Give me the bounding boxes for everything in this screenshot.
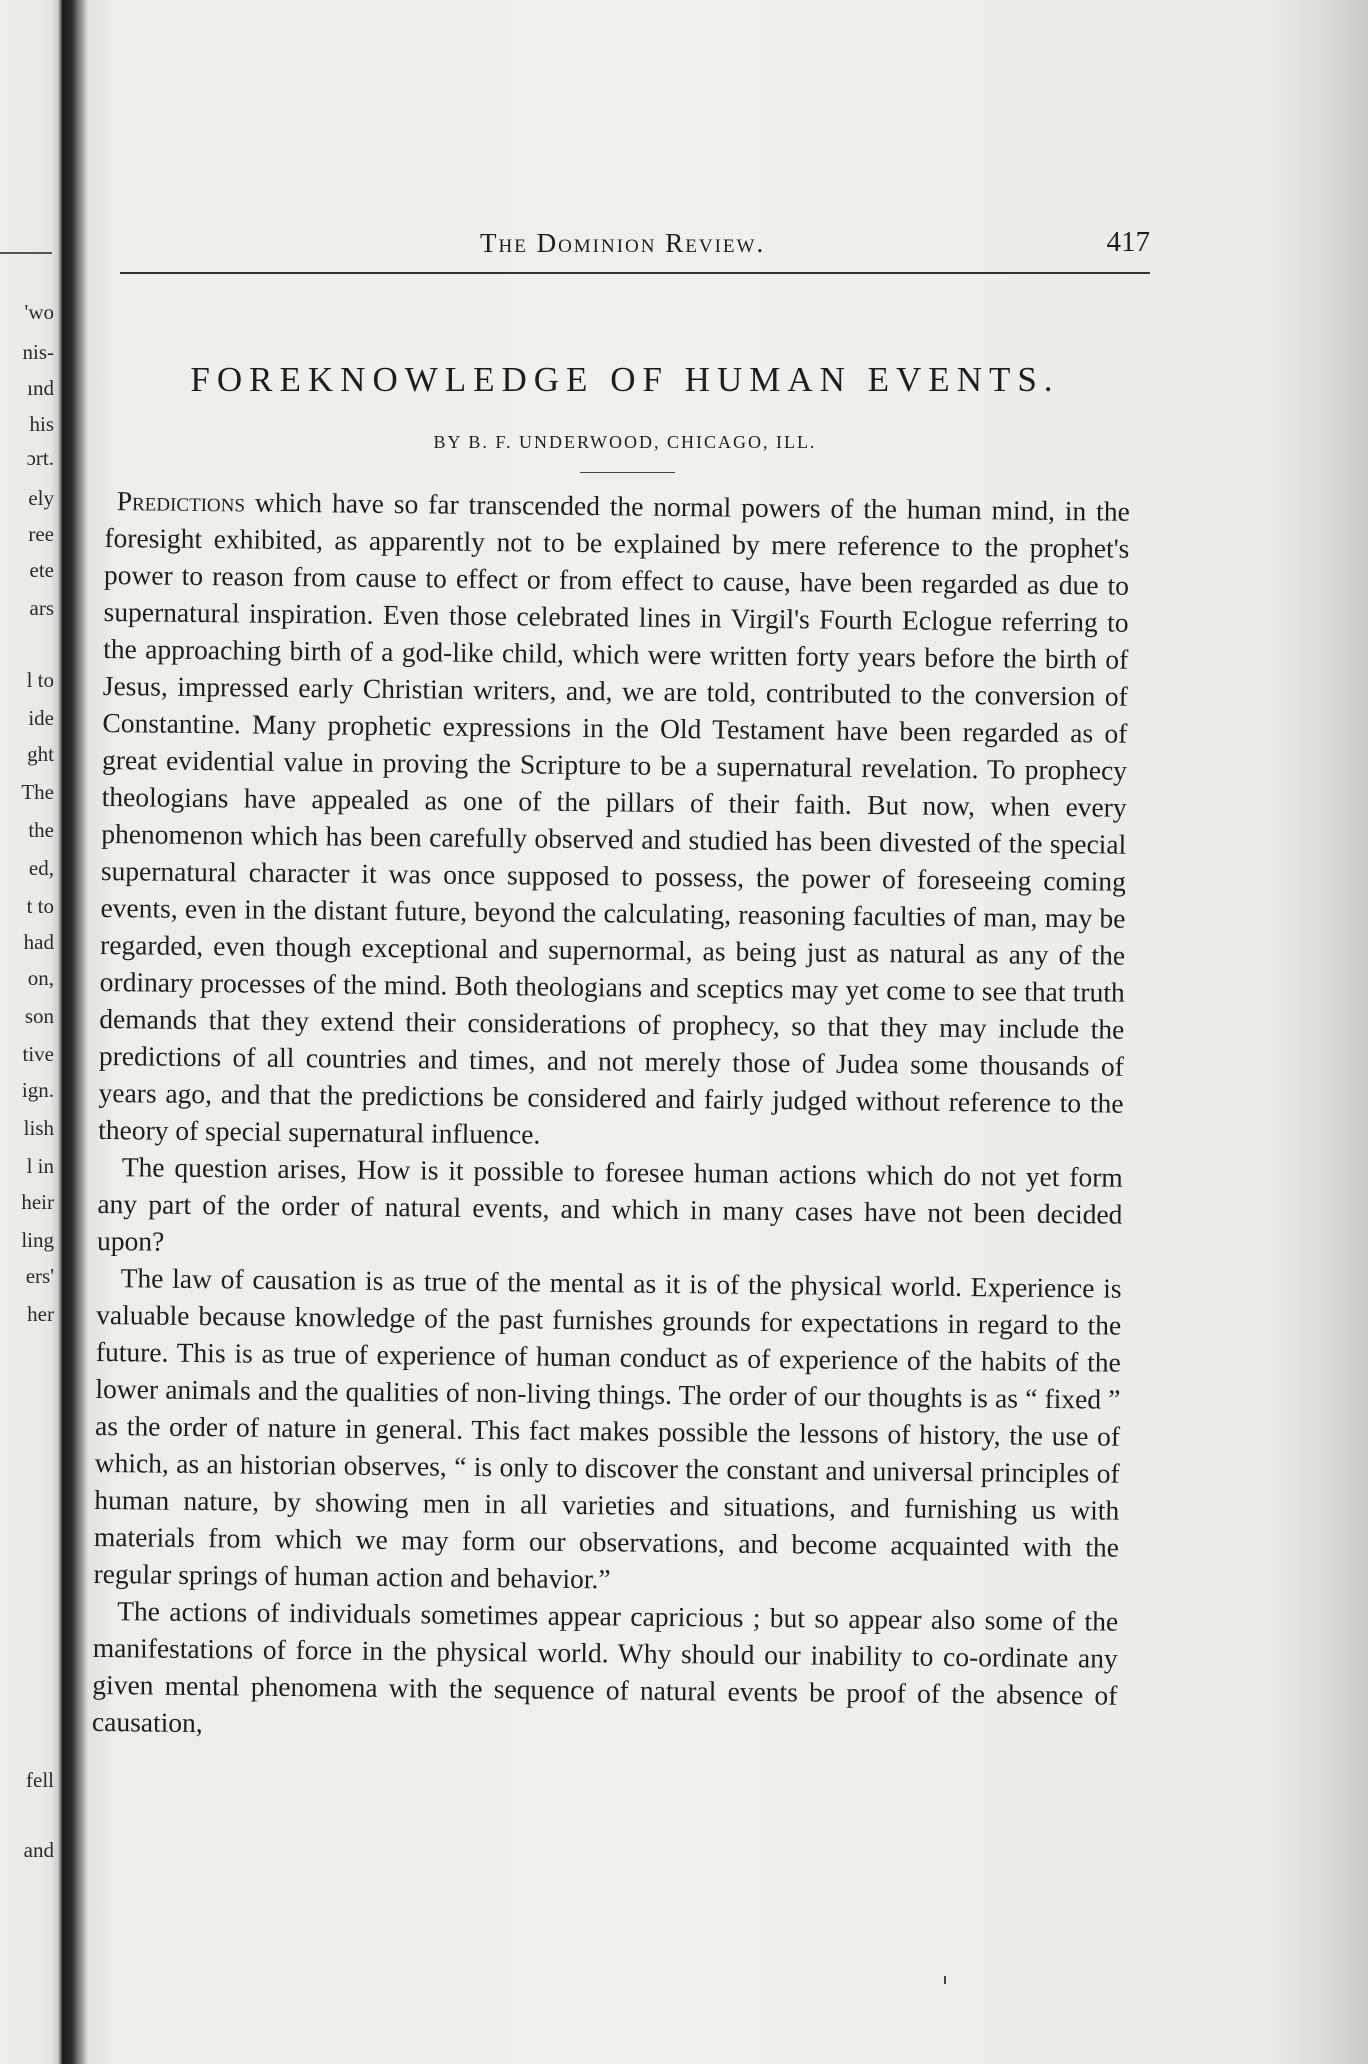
previous-page-fragment: ign. xyxy=(21,1078,54,1102)
paragraph: The question arises, How is it possible to foresee human actions which do not yet form any part of the order of natural events, and which in many cases have not been decided upon? xyxy=(96,1151,1123,1257)
previous-page-fragment: son xyxy=(24,1004,54,1028)
running-head xyxy=(120,228,1150,268)
previous-page-fragment: heir xyxy=(21,1190,54,1214)
previous-page-fragment: tive xyxy=(22,1042,54,1066)
page-number: 417 xyxy=(1106,226,1150,258)
previous-page-fragment: l in xyxy=(26,1154,54,1178)
previous-page-fragment: 'wo xyxy=(24,300,54,324)
previous-page-fragment: t to xyxy=(26,894,54,918)
paragraph xyxy=(98,482,1130,1159)
previous-page-fragment: had xyxy=(23,930,54,954)
lead-word: Predictions xyxy=(116,485,246,518)
previous-page-fragment: the xyxy=(28,818,54,842)
previous-page-fragment: ɔrt. xyxy=(26,446,54,470)
previous-page-fragment: ınd xyxy=(27,376,54,400)
previous-page-fragment: on, xyxy=(27,966,54,990)
previous-page-rule xyxy=(0,252,52,254)
previous-page-fragment: lish xyxy=(23,1116,54,1140)
previous-page-fragment: and xyxy=(23,1838,54,1862)
header-rule xyxy=(120,272,1150,274)
article-title: FOREKNOWLEDGE OF HUMAN EVENTS. xyxy=(190,360,1060,399)
running-title: The Dominion Review. xyxy=(480,228,766,258)
byline: BY B. F. UNDERWOOD, CHICAGO, ILL. xyxy=(433,432,817,452)
article-body xyxy=(92,482,1130,1751)
previous-page-fragment: l to xyxy=(26,668,54,692)
previous-page-fragment: his xyxy=(29,412,54,436)
previous-page-fragment: ree xyxy=(28,522,54,546)
previous-page-fragment: ers' xyxy=(25,1264,54,1288)
previous-page-fragment: ete xyxy=(29,558,54,582)
previous-page-edge xyxy=(0,0,62,2064)
previous-page-fragment: fell xyxy=(26,1768,54,1792)
previous-page-fragment: ght xyxy=(27,742,54,766)
byline-rule xyxy=(580,472,675,473)
previous-page-fragment: ling xyxy=(21,1228,54,1252)
previous-page-fragment: ely xyxy=(28,486,54,510)
previous-page-fragment: ed, xyxy=(28,856,54,880)
paragraph: The law of causation is as true of the mental as it is of the physical world. Experience is valuable because knowledge of the past furnishes grounds for expectations in regard to the future. This is as true of experience of human conduct as of experience of the habits of the lower animals and the qualities of non-living things. The order of our thoughts is as “ fixed ” as the order of nature in general. This fact makes possible the lessons of history, the use of which, as an historian observes, “ is only to discover the constant and universal principles of human nature, by showing men in all varieties and situations, and furnishing us with materials from which we may form our observations, and become acquainted with the regular springs of human action and behavior.” xyxy=(93,1262,1122,1595)
paragraph-text: which have so far transcended the normal powers of the human mind, in the foresight exhibited, as apparently not to be explained by mere reference to the prophet's power to reason from cause to effect or from effect to cause, have been regarded as due to supernatural inspiration. Even those celebrated lines in Virgil's Fourth Eclogue referring to the approaching birth of a god-like child, which were written forty years before the birth of Jesus, impressed early Christian writers, and, we are told, contributed to the conversion of Constantine. Many prophetic expressions in the Old Testament have been regarded as of great evidential value in proving the Scripture to be a supernatural revelation. To prophecy theologians have appealed as one of the pillars of their faith. But now, when every phenomenon which has been carefully observed and studied has been divested of the special supernatural character it was once supposed to possess, the power of foreseeing coming events, even in the distant future, beyond the calculating, reasoning faculties of man, may be regarded, even though exceptional and supernormal, as being just as natural as any of the ordinary processes of the mind. Both theologians and sceptics may yet come to see that truth demands that they extend their considerations of prophecy, so that they may include the predictions of all countries and times, and not merely those of Judea some thousands of years ago, and that the predictions be considered and fairly judged without reference to the theory of special supernatural influence. xyxy=(98,486,1130,1150)
page-mark xyxy=(944,1976,946,1984)
paragraph: The actions of individuals sometimes appear capricious ; but so appear also some of the manifestations of force in the physical world. Why should our inability to co-ordinate any given mental phenomena with the sequence of natural events be proof of the absence of causation, xyxy=(91,1595,1119,1739)
previous-page-fragment: nis- xyxy=(22,340,54,364)
previous-page-fragment: The xyxy=(21,780,54,804)
previous-page-fragment: ide xyxy=(28,706,54,730)
previous-page-fragment: ars xyxy=(29,596,54,620)
previous-page-fragment: her xyxy=(27,1302,54,1326)
book-gutter xyxy=(62,0,88,2064)
